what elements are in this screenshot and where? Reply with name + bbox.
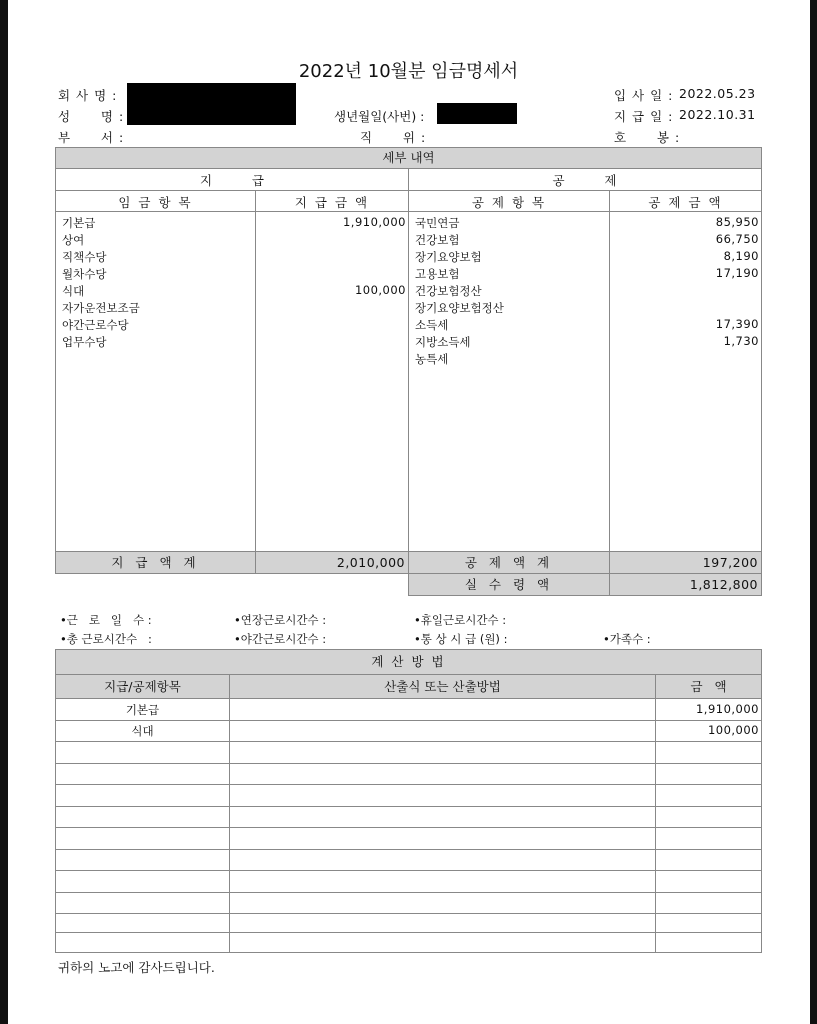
pay-item-name: 업무수당	[62, 335, 107, 349]
pay-date-value: 2022.10.31	[679, 107, 756, 122]
overtime-hours-note: •연장근로시간수 :	[234, 613, 327, 627]
total-hours-note: •총 근로시간수 :	[60, 632, 152, 646]
deduct-item-name: 장기요양보험정산	[415, 301, 504, 315]
birth-label: 생년월일(사번) :	[334, 109, 425, 124]
name-redaction	[127, 103, 296, 125]
deduct-item-amount: 85,950	[715, 215, 759, 229]
calc-row-amount: 1,910,000	[695, 702, 759, 716]
calc-row-item: 식대	[131, 724, 154, 738]
deduct-item-name: 농특세	[415, 352, 449, 366]
deduct-item-amount: 17,190	[715, 266, 759, 280]
pay-item-name: 자가운전보조금	[62, 301, 140, 315]
deduct-item-name: 지방소득세	[415, 335, 471, 349]
deduct-item-name: 건강보험정산	[415, 284, 482, 298]
name-label: 성 명 :	[58, 109, 125, 124]
hourly-wage-note: •통 상 시 급 (원) :	[414, 632, 508, 646]
dept-label: 부 서 :	[58, 130, 125, 145]
deduct-item-name: 건강보험	[415, 233, 460, 247]
deduct-item-amount: 66,750	[715, 232, 759, 246]
calc-section-title: 계 산 방 법	[56, 650, 761, 674]
pay-item-name: 직책수당	[62, 250, 107, 264]
deduct-total-value: 197,200	[610, 552, 761, 573]
pay-item-name: 기본급	[62, 216, 96, 230]
deduct-total-label: 공 제 액 계	[409, 552, 609, 573]
calc-col-item: 지급/공제항목	[56, 675, 229, 698]
deduct-item-amount: 17,390	[715, 317, 759, 331]
pay-item-name: 상여	[62, 233, 85, 247]
calc-col-method: 산출식 또는 산출방법	[230, 675, 655, 698]
deduct-item-amount: 1,730	[723, 334, 759, 348]
night-hours-note: •야간근로시간수 :	[234, 632, 327, 646]
pay-item-name: 식대	[62, 284, 85, 298]
grade-label: 호 봉 :	[614, 130, 681, 145]
calc-row-amount: 100,000	[707, 723, 759, 737]
pay-item-amount: 100,000	[354, 283, 406, 297]
company-label: 회 사 명 :	[58, 88, 118, 103]
col-pay-amount: 지 급 금 액	[294, 195, 370, 210]
pay-item-amount: 1,910,000	[342, 215, 406, 229]
deduct-header: 공 제	[552, 173, 617, 188]
pay-item-name: 야간근로수당	[62, 318, 129, 332]
join-date-value: 2022.05.23	[679, 86, 756, 101]
deduct-item-name: 장기요양보험	[415, 250, 482, 264]
pay-total-label: 지 급 액 계	[56, 552, 255, 573]
company-redaction	[127, 83, 296, 103]
family-count-note: •가족수 :	[603, 632, 651, 646]
holiday-hours-note: •휴일근로시간수 :	[414, 613, 507, 627]
pay-header: 지 급	[200, 173, 264, 188]
col-pay-item: 임 금 항 목	[118, 195, 193, 210]
birth-redaction	[437, 103, 517, 124]
join-date-label: 입 사 일 :	[614, 88, 674, 103]
page-title: 2022년 10월분 임금명세서	[298, 61, 519, 82]
col-deduct-item: 공 제 항 목	[471, 195, 547, 210]
net-pay-value: 1,812,800	[610, 574, 761, 595]
deduct-item-amount: 8,190	[723, 249, 759, 263]
calc-col-amount: 금 액	[656, 675, 761, 698]
net-pay-label: 실 수 령 액	[409, 574, 609, 595]
pay-total-value: 2,010,000	[256, 552, 408, 573]
pay-date-label: 지 급 일 :	[614, 109, 674, 124]
work-days-note: •근 로 일 수 :	[60, 613, 152, 627]
calc-row-item: 기본급	[125, 703, 160, 717]
detail-section-title: 세부 내역	[56, 148, 761, 168]
pay-item-name: 월차수당	[62, 267, 107, 281]
thanks-footer: 귀하의 노고에 감사드립니다.	[58, 960, 215, 975]
deduct-item-name: 소득세	[415, 318, 449, 332]
position-label: 직 위 :	[360, 130, 427, 145]
deduct-item-name: 고용보험	[415, 267, 460, 281]
col-deduct-amount: 공 제 금 액	[648, 195, 723, 210]
deduct-item-name: 국민연금	[415, 216, 460, 230]
